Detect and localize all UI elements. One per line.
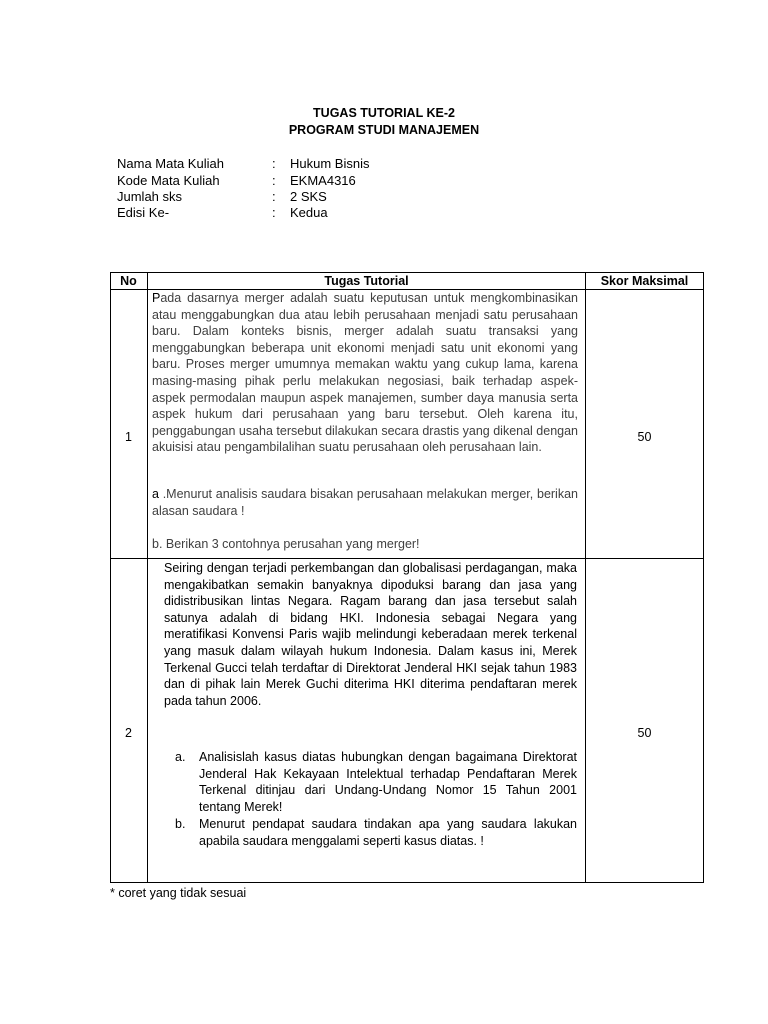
info-colon: : (272, 189, 276, 204)
first-letter: P (152, 291, 161, 305)
info-colon: : (272, 173, 276, 188)
list-item-letter: a. (175, 750, 186, 764)
table-border-right (703, 272, 704, 883)
table-col-divider-2 (585, 272, 586, 883)
info-value: 2 SKS (290, 189, 327, 204)
question-a-text: .Menurut analisis saudara bisakan perusahaan melakukan merger, berikan alasan saudara ! (152, 487, 578, 518)
list-item-letter: b. (175, 817, 186, 831)
max-score: 50 (637, 430, 652, 444)
info-colon: : (272, 205, 276, 220)
question-a-letter: a (152, 487, 159, 501)
column-header-score: Skor Maksimal (600, 274, 689, 288)
table-border-bottom (110, 882, 704, 883)
list-item (175, 749, 577, 815)
tutorial-table (110, 272, 704, 882)
task-paragraph (152, 290, 578, 456)
info-label: Kode Mata Kuliah (117, 173, 220, 188)
task-paragraph-text: ada dasarnya merger adalah suatu keputusan untuk mengkombinasikan atau menggabungkan dua atau lebih perusahaan menjadi satu perusahaan baru. Dalam konteks bisnis, merger adalah suatu transaksi yang menggabungkan beberapa unit ekonomi menjadi satu unit ekonomi yang baru. Proses merger umumnya memakan waktu yang cukup lama, karena masing-masing pihak perlu melakukan negosiasi, baik terhadap aspek-aspek permodalan maupun aspek manajemen, sumber daya manusia serta aspek hukum dari perusahaan yang baru tersebut. Oleh karena itu, penggabungan usaha tersebut dilakukan secara drastis yang dikenal dengan akuisisi atau pengambilalihan suatu perusahaan oleh perusahaan lain. (152, 291, 579, 455)
info-value: EKMA4316 (290, 173, 356, 188)
table-row-divider (110, 558, 704, 559)
footnote: * coret yang tidak sesuai (110, 886, 247, 900)
info-value: Hukum Bisnis (290, 156, 370, 171)
info-label: Edisi Ke- (117, 205, 170, 220)
column-header-no: No (120, 274, 137, 288)
list-item (175, 816, 577, 850)
max-score: 50 (637, 726, 652, 740)
document-title: TUGAS TUTORIAL KE-2 (313, 106, 455, 120)
question-b: b. Berikan 3 contohnya perusahan yang merger! (152, 537, 420, 551)
question-a (152, 486, 578, 519)
info-label: Nama Mata Kuliah (117, 156, 224, 171)
program-title: PROGRAM STUDI MANAJEMEN (288, 123, 480, 137)
row-number: 2 (125, 726, 132, 740)
info-colon: : (272, 156, 276, 171)
list-item-text: Menurut pendapat saudara tindakan apa yang saudara lakukan apabila saudara menggalami seperti kasus diatas. ! (199, 817, 577, 848)
info-label: Jumlah sks (117, 189, 183, 204)
table-border-left (110, 272, 111, 883)
list-item-text: Analisislah kasus diatas hubungkan dengan bagaimana Direktorat Jenderal Hak Kekayaan Intelektual terhadap Pendaftaran Merek Terkenal ditinjau dari Undang-Undang Nomor 15 Tahun 2001 tentang Merek! (199, 750, 577, 814)
row-number: 1 (125, 430, 132, 444)
task-paragraph: Seiring dengan terjadi perkembangan dan globalisasi perdagangan, maka mengakibatkan semakin banyaknya dipoduksi barang dan jasa yang didistribusikan lintas Negara. Ragam barang dan jasa tersebut salah satunya adalah di bidang HKI. Indonesia sebagai Negara yang meratifikasi Konvensi Paris wajib melindungi keberadaan merek terkenal yang masuk dalam wilayah hukum Indonesia. Dalam kasus ini, Merek Terkenal Gucci telah terdaftar di Direktorat Jenderal HKI sejak tahun 1983 dan di pihak lain Merek Guchi diterima HKI diterima pendaftaran merek pada tahun 2006. (164, 561, 577, 708)
info-value: Kedua (290, 205, 328, 220)
column-header-task: Tugas Tutorial (324, 274, 409, 288)
table-col-divider-1 (147, 272, 148, 883)
